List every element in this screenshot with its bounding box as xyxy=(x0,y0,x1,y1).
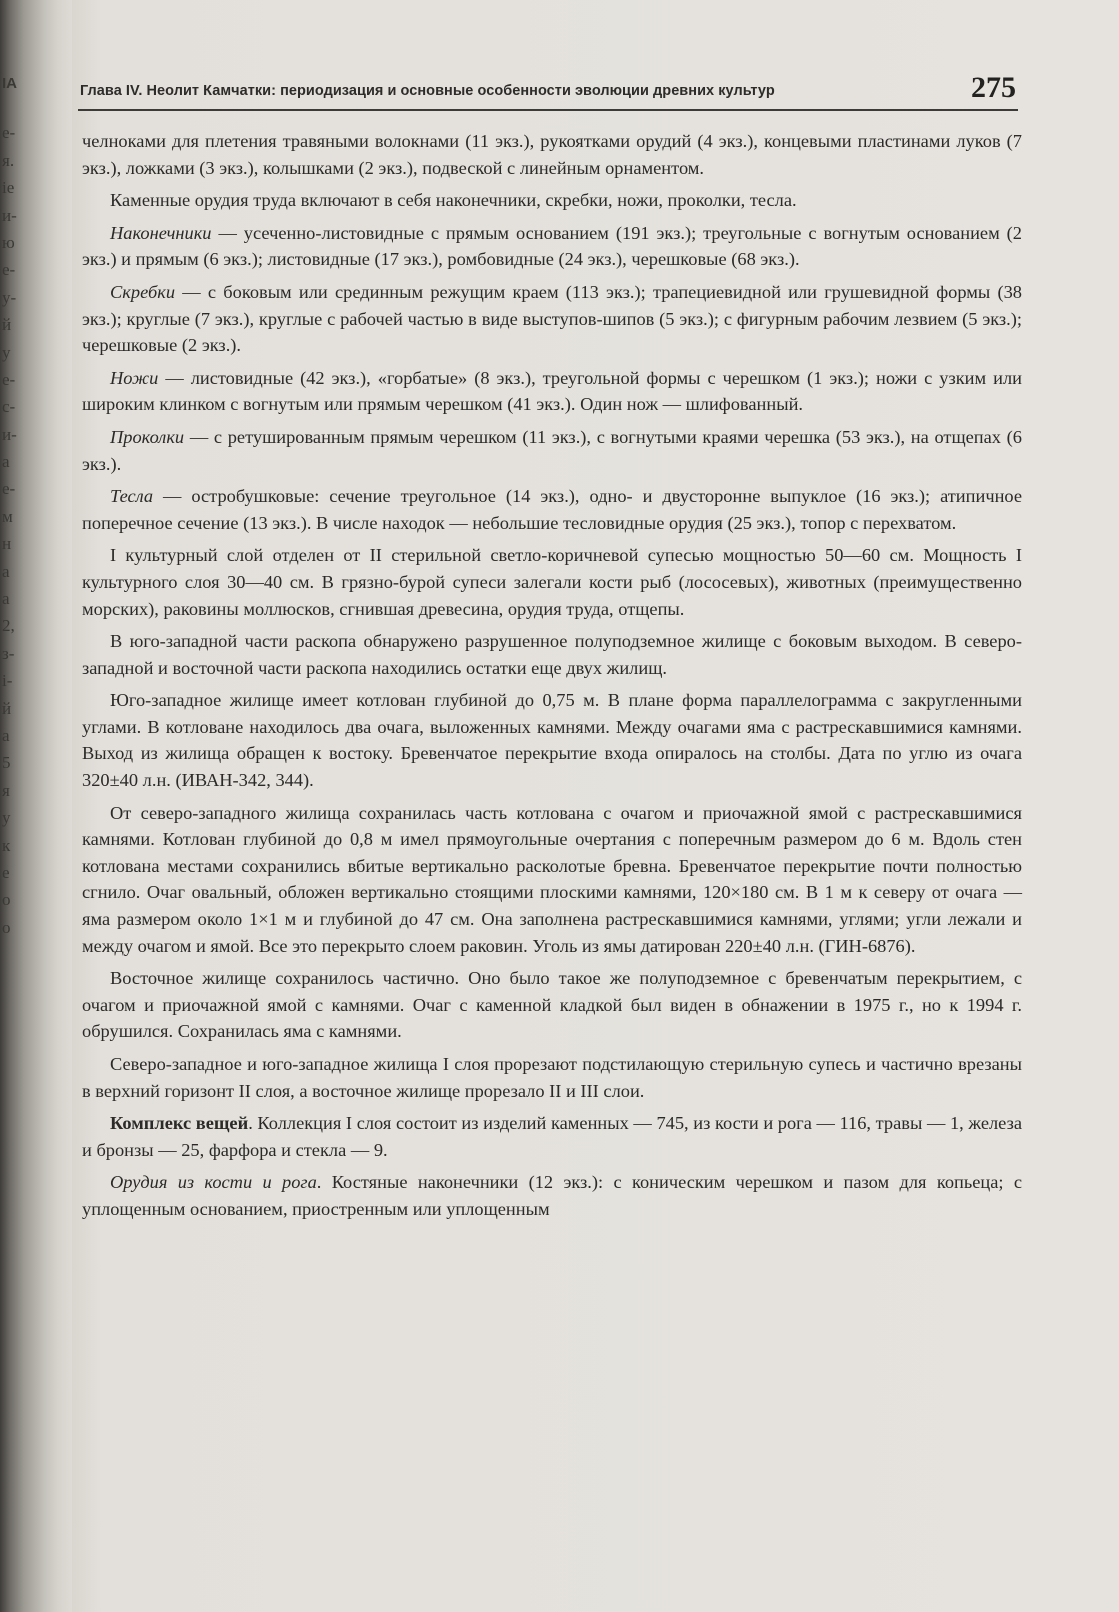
left-page-fragment: и- xyxy=(2,205,17,225)
paragraph-lead: Ножи xyxy=(110,367,159,388)
left-page-fragment: я xyxy=(2,780,10,800)
left-page-edge-fragments xyxy=(2,70,22,941)
left-page-fragment: я. xyxy=(2,150,15,170)
running-head xyxy=(78,73,1018,111)
left-page-fragment: е xyxy=(2,862,10,882)
left-page-fragment: о xyxy=(2,917,11,937)
paragraph-lead: Тесла xyxy=(110,486,154,507)
left-page-fragment: у- xyxy=(2,287,17,307)
left-page-fragment: е- xyxy=(2,260,16,280)
paragraph-lead: Наконечники xyxy=(110,222,212,243)
paragraph-lead: Проколки xyxy=(110,426,185,447)
paragraph: От северо-западного жилища сохранилась часть котлована с очагом и приочажной ямой с растрескавшимися камнями. Котлован глубиной до 0,8 м имел прямоугольные очертания с поперечным размером до 6 м. Вдоль стен котлована местами сохранились вбитые вертикально расколотые бревна. Бревенчатое перекрытие почти полностью сгнило. Очаг овальный, обложен вертикально стоящими плоскими камнями, 120×180 см. В 1 м к северу от очага — яма размером около 1×1 м и глубиной до 47 см. Она заполнена растрескавшимися камнями, углями; угли лежали и между очагом и ямой. Все это перекрыто слоем раковин. Уголь из ямы датирован 220±40 л.н. (ГИН-6876). xyxy=(82,802,1022,956)
left-page-fragment: і- xyxy=(2,671,13,691)
left-page-fragment: ю xyxy=(2,232,15,252)
left-page-fragment: е- xyxy=(2,369,16,389)
body-text xyxy=(82,128,1022,1229)
paragraph-lead: Комплекс вещей xyxy=(110,1113,249,1134)
left-page-fragment: у xyxy=(2,342,11,362)
paragraph: Скребки — с боковым или срединным режущим краем (113 экз.); трапециевидной или грушевидной формы (38 экз.); круглые (7 экз.), круглые с рабочей частью в виде выступов-шипов (5 экз.); с фигурным рабочим лезвием (5 экз.); черешковые (2 экз.). xyxy=(82,281,1022,356)
left-page-fragment: й xyxy=(2,315,12,335)
left-page-fragment: и- xyxy=(2,424,17,444)
page-number: 275 xyxy=(971,71,1016,104)
paragraph-lead: Орудия из кости и рога xyxy=(110,1172,317,1193)
left-page-fragment: м xyxy=(2,506,13,526)
left-page-fragment: о xyxy=(2,890,11,910)
left-page-fragment: іе xyxy=(2,178,15,198)
left-page-fragment: к xyxy=(2,835,11,855)
left-page-fragment: с- xyxy=(2,397,16,417)
paragraph: Юго-западное жилище имеет котлован глубиной до 0,75 м. В плане форма параллелограмма с закругленными углами. В котловане находилось два очага, выложенных камнями. Между очагами яма с растрескавшимися камнями. Выход из жилища обращен к востоку. Бревенчатое перекрытие входа опиралось на столбы. Дата по углю из очага 320±40 л.н. (ИВАН-342, 344). xyxy=(82,690,1022,791)
chapter-title: Глава IV. Неолит Камчатки: периодизация и основные особенности эволюции древних культур xyxy=(80,83,775,99)
left-page-fragment: 2, xyxy=(2,616,15,636)
left-page-fragment: у xyxy=(2,808,11,828)
left-page-fragment: й xyxy=(2,698,12,718)
paragraph: Северо-западное и юго-западное жилища I слоя прорезают подстилающую стерильную супесь и частично врезаны в верхний горизонт II слоя, а восточное жилище прорезало II и III слои. xyxy=(82,1054,1022,1101)
paragraph: Ножи — листовидные (42 экз.), «горбатые» (8 экз.), треугольной формы с черешком (1 экз.); ножи с узким или широким клинком с вогнутым или прямым черешком (41 экз.). Один нож — шлифованный. xyxy=(82,367,1022,415)
left-page-fragment: а xyxy=(2,452,10,472)
paragraph: Каменные орудия труда включают в себя наконечники, скребки, ножи, проколки, тесла. xyxy=(110,190,797,211)
paragraph: Тесла — остробушковые: сечение треугольное (14 экз.), одно- и двусторонне выпуклое (16 экз.); атипичное поперечное сечение (13 экз.). В числе находок — небольшие тесловидные орудия (25 экз.), топор с перехватом. xyxy=(82,486,1022,533)
paragraph: Наконечники — усеченно-листовидные с прямым основанием (191 экз.); треугольные с вогнутым основанием (2 экз.) и прямым (6 экз.); листовидные (17 экз.), ромбовидные (24 экз.), черешковые (68 экз.). xyxy=(82,222,1022,270)
left-page-fragment: а xyxy=(2,589,10,609)
left-page-fragment: е- xyxy=(2,123,16,143)
paragraph: Проколки — с ретушированным прямым черешком (11 экз.), с вогнутыми краями черешка (53 экз.), на отщепах (6 экз.). xyxy=(82,426,1022,474)
left-page-fragment: н xyxy=(2,534,12,554)
paragraph-lead: Скребки xyxy=(110,281,176,302)
left-page-fragment: а xyxy=(2,725,10,745)
paragraph: Орудия из кости и рога. Костяные наконечники (12 экз.): с коническим черешком и пазом для копьеца; с уплощенным основанием, приостренным или уплощенным xyxy=(82,1172,1023,1219)
paragraph: Восточное жилище сохранилось частично. Оно было такое же полуподземное с бревенчатым перекрытием, с очагом и приочажной ямой с камнями. Очаг с каменной кладкой был виден в обнажении в 1975 г., но к 1994 г. обрушился. Сохранилась яма с камнями. xyxy=(82,968,1022,1042)
left-page-fragment: а xyxy=(2,561,10,581)
left-page-fragment: е- xyxy=(2,479,16,499)
paragraph: В юго-западной части раскопа обнаружено разрушенное полуподземное жилище с боковым выходом. В северо-западной и восточной части раскопа находились остатки еще двух жилищ. xyxy=(82,631,1022,678)
paragraph: I культурный слой отделен от II стерильной светло-коричневой супесью мощностью 50—60 см. Мощность I культурного слоя 30—40 см. В грязно-бурой супеси залегали кости рыб (лососевых), животных (преимущественно морских), раковины моллюсков, сгнившая древесина, орудия труда, отщепы. xyxy=(82,545,1022,619)
left-page-fragment: IA xyxy=(2,75,17,92)
left-page-fragment: з- xyxy=(2,643,15,663)
paragraph: Комплекс вещей. Коллекция I слоя состоит из изделий каменных — 745, из кости и рога — 116, травы — 1, железа и бронзы — 25, фарфора и стекла — 9. xyxy=(82,1113,1023,1160)
paragraph: челноками для плетения травяными волокнами (11 экз.), рукоятками орудий (4 экз.), концевыми пластинами луков (7 экз.), ложками (3 экз.), колышками (2 экз.), подвеской с линейным орнаментом. xyxy=(82,131,1022,178)
left-page-fragment: 5 xyxy=(2,753,11,773)
